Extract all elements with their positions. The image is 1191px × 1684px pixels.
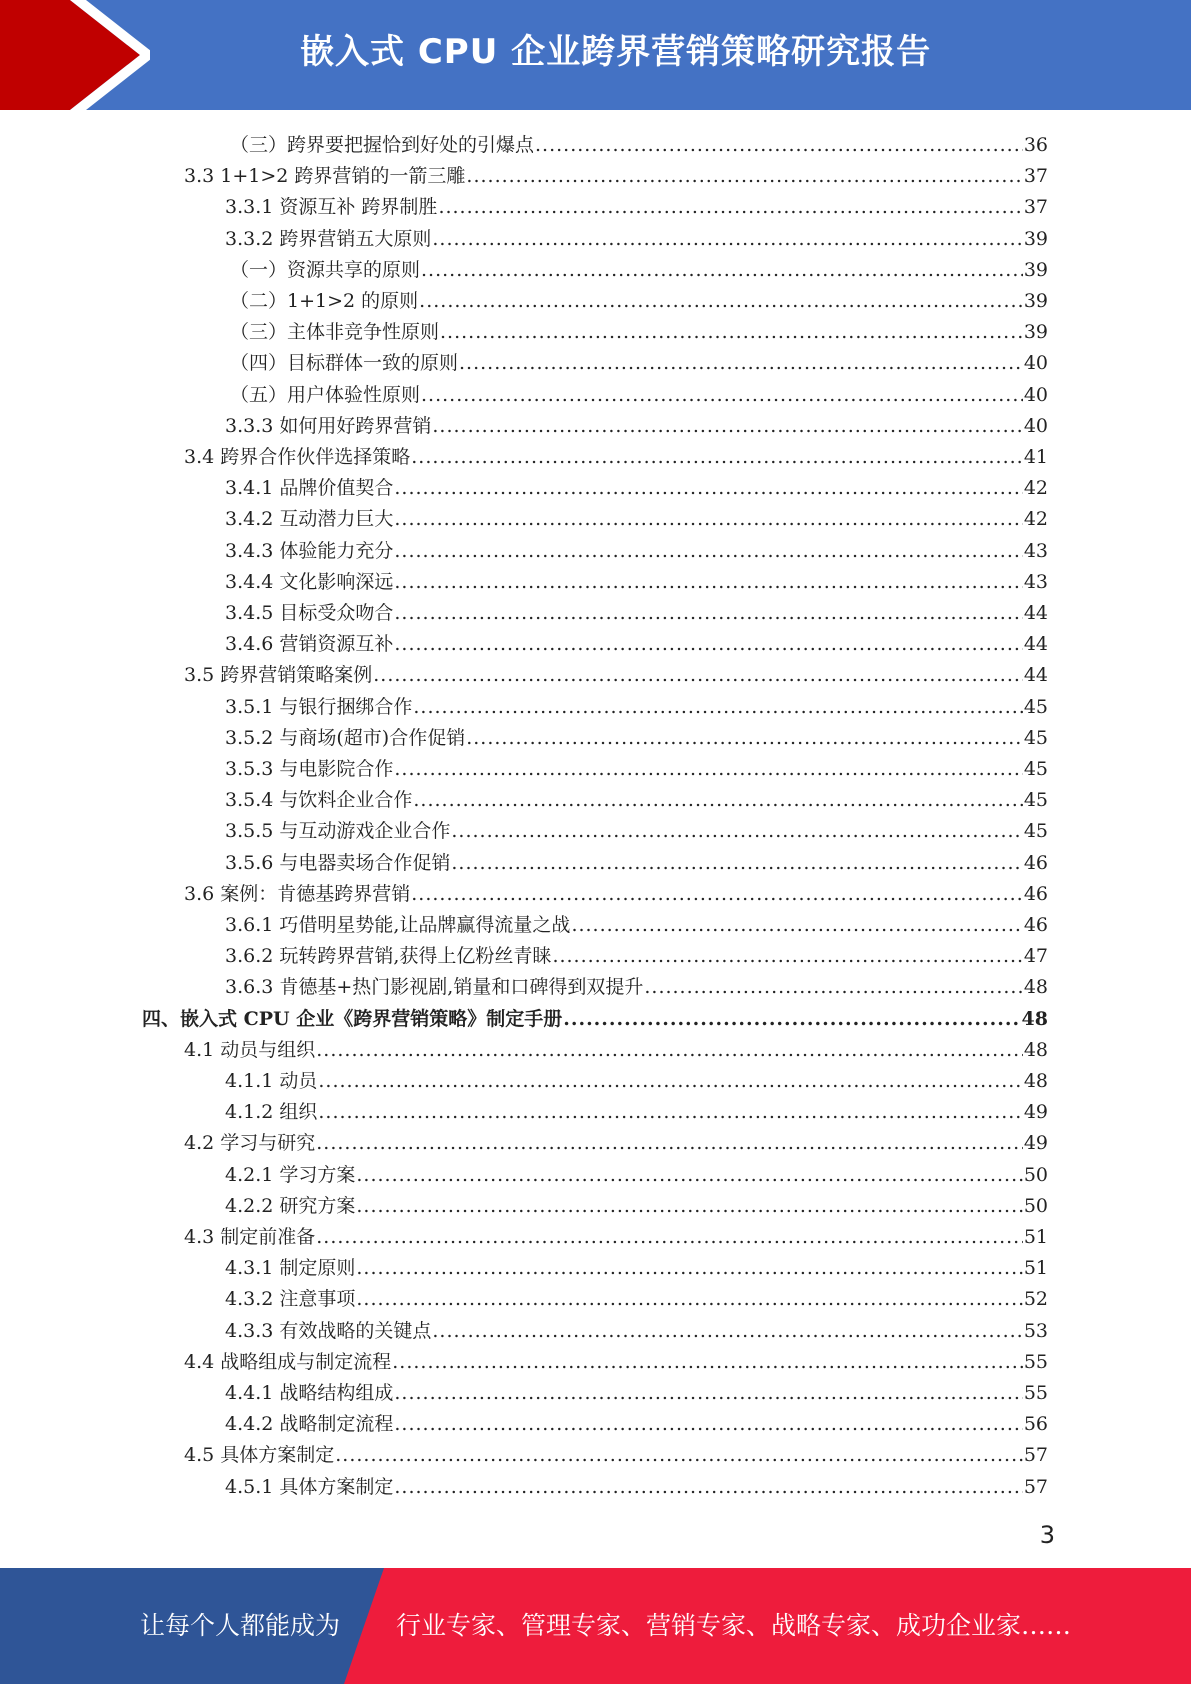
toc-entry[interactable]: [225, 1094, 1048, 1125]
toc-entry-title: 3.3.2 跨界营销五大原则: [225, 228, 432, 250]
toc-entry[interactable]: [142, 1001, 1048, 1032]
toc-entry[interactable]: [225, 1188, 1048, 1219]
toc-entry-page: 40: [1023, 415, 1048, 437]
toc-dot-leader: [394, 506, 1022, 532]
toc-entry[interactable]: [225, 533, 1048, 564]
toc-entry-title: 3.5.1 与银行捆绑合作: [225, 696, 413, 718]
toc-entry-title: 4.3 制定前准备: [184, 1226, 316, 1248]
header-arrow-decoration: [0, 0, 150, 110]
toc-entry[interactable]: [225, 938, 1048, 969]
toc-dot-leader: [413, 694, 1022, 720]
toc-dot-leader: [394, 538, 1022, 564]
toc-entry-title: （三）跨界要把握恰到好处的引爆点: [230, 134, 535, 156]
toc-dot-leader: [316, 1224, 1023, 1250]
toc-entry-page: 51: [1023, 1226, 1048, 1248]
toc-entry[interactable]: [225, 907, 1048, 938]
toc-dot-leader: [421, 257, 1023, 283]
toc-dot-leader: [356, 1193, 1022, 1219]
toc-entry[interactable]: [230, 127, 1048, 158]
toc-dot-leader: [440, 319, 1023, 345]
toc-entry-page: 55: [1023, 1382, 1048, 1404]
page-number: 3: [1039, 1521, 1055, 1549]
toc-entry[interactable]: [230, 252, 1048, 283]
toc-entry[interactable]: [230, 345, 1048, 376]
toc-dot-leader: [335, 1442, 1023, 1468]
toc-entry-title: 4.1.1 动员: [225, 1070, 318, 1092]
toc-entry-title: 3.5 跨界营销策略案例: [184, 664, 373, 686]
toc-entry-page: 53: [1023, 1320, 1048, 1342]
toc-entry-page: 44: [1023, 664, 1048, 686]
toc-entry[interactable]: [225, 969, 1048, 1000]
document-title: 嵌入式 CPU 企业跨界营销策略研究报告: [300, 32, 932, 72]
toc-entry[interactable]: [184, 876, 1048, 907]
toc-entry[interactable]: [225, 1375, 1048, 1406]
toc-entry[interactable]: [225, 1469, 1048, 1500]
toc-entry[interactable]: [225, 564, 1048, 595]
toc-entry-title: 4.4.2 战略制定流程: [225, 1413, 394, 1435]
toc-entry-page: 45: [1023, 789, 1048, 811]
toc-entry-page: 49: [1023, 1132, 1048, 1154]
toc-entry-title: （三）主体非竞争性原则: [230, 321, 440, 343]
toc-entry-page: 42: [1023, 477, 1048, 499]
toc-entry-page: 57: [1023, 1476, 1048, 1498]
toc-entry-title: 3.4.6 营销资源互补: [225, 633, 394, 655]
toc-entry-title: 3.4 跨界合作伙伴选择策略: [184, 446, 411, 468]
toc-entry-title: 3.4.1 品牌价值契合: [225, 477, 394, 499]
toc-entry[interactable]: [230, 283, 1048, 314]
toc-entry[interactable]: [225, 189, 1048, 220]
toc-dot-leader: [421, 382, 1023, 408]
toc-entry-title: 4.3.1 制定原则: [225, 1257, 356, 1279]
toc-entry-page: 57: [1023, 1444, 1048, 1466]
toc-dot-leader: [571, 912, 1022, 938]
toc-dot-leader: [563, 1006, 1020, 1032]
toc-entry[interactable]: [225, 1250, 1048, 1281]
toc-entry-page: 37: [1023, 196, 1048, 218]
toc-entry-page: 55: [1023, 1351, 1048, 1373]
toc-entry-title: 3.6.3 肯德基+热门影视剧,销量和口碑得到双提升: [225, 976, 644, 998]
toc-dot-leader: [318, 1099, 1022, 1125]
toc-dot-leader: [394, 1411, 1022, 1437]
toc-entry-page: 39: [1023, 290, 1048, 312]
toc-entry-title: 3.3 1+1>2 跨界营销的一箭三雕: [184, 165, 466, 187]
toc-entry-page: 47: [1023, 945, 1048, 967]
toc-entry-title: 3.5.3 与电影院合作: [225, 758, 394, 780]
toc-entry-page: 39: [1023, 259, 1048, 281]
toc-entry[interactable]: [184, 1125, 1048, 1156]
toc-dot-leader: [318, 1068, 1022, 1094]
toc-entry-page: 43: [1023, 540, 1048, 562]
toc-entry-title: 3.5.4 与饮料企业合作: [225, 789, 413, 811]
footer-slogan-right: 行业专家、管理专家、营销专家、战略专家、成功企业家……: [396, 1611, 1072, 1640]
toc-entry-page: 44: [1023, 633, 1048, 655]
toc-entry-title: 4.2.1 学习方案: [225, 1164, 356, 1186]
toc-entry-title: 3.3.3 如何用好跨界营销: [225, 415, 432, 437]
toc-dot-leader: [373, 662, 1023, 688]
toc-entry-title: 4.3.2 注意事项: [225, 1288, 356, 1310]
toc-entry-page: 43: [1023, 571, 1048, 593]
toc-dot-leader: [413, 787, 1022, 813]
toc-dot-leader: [432, 226, 1022, 252]
toc-entry-title: 4.1 动员与组织: [184, 1039, 316, 1061]
toc-dot-leader: [356, 1255, 1022, 1281]
toc-entry-page: 42: [1023, 508, 1048, 530]
toc-entry[interactable]: [225, 720, 1048, 751]
toc-dot-leader: [394, 1380, 1022, 1406]
toc-entry[interactable]: [230, 314, 1048, 345]
toc-dot-leader: [466, 163, 1022, 189]
toc-entry[interactable]: [225, 845, 1048, 876]
toc-entry[interactable]: [230, 377, 1048, 408]
toc-entry-page: 45: [1023, 727, 1048, 749]
toc-entry[interactable]: [225, 408, 1048, 439]
toc-dot-leader: [356, 1286, 1022, 1312]
toc-entry-title: 4.4 战略组成与制定流程: [184, 1351, 392, 1373]
toc-dot-leader: [392, 1349, 1023, 1375]
toc-dot-leader: [394, 756, 1022, 782]
toc-entry-title: （五）用户体验性原则: [230, 384, 421, 406]
footer-band: [0, 1568, 1191, 1684]
toc-entry-page: 45: [1023, 758, 1048, 780]
toc-entry-page: 45: [1023, 820, 1048, 842]
toc-dot-leader: [552, 943, 1022, 969]
toc-entry[interactable]: [225, 1281, 1048, 1312]
toc-entry-title: 3.6 案例：肯德基跨界营销: [184, 883, 411, 905]
toc-dot-leader: [451, 850, 1022, 876]
toc-entry-page: 39: [1023, 321, 1048, 343]
toc-entry-title: 4.1.2 组织: [225, 1101, 318, 1123]
toc-entry-page: 52: [1023, 1288, 1048, 1310]
header-band: [0, 0, 1191, 110]
toc-entry[interactable]: [225, 782, 1048, 813]
toc-entry[interactable]: [225, 626, 1048, 657]
toc-entry-title: 3.5.2 与商场(超市)合作促销: [225, 727, 466, 749]
toc-entry-page: 40: [1023, 352, 1048, 374]
toc-entry[interactable]: [225, 689, 1048, 720]
toc-entry-title: 4.3.3 有效战略的关键点: [225, 1320, 432, 1342]
toc-dot-leader: [316, 1037, 1023, 1063]
toc-dot-leader: [394, 475, 1022, 501]
toc-entry-title: 四、嵌入式 CPU 企业《跨界营销策略》制定手册: [142, 1008, 563, 1030]
toc-dot-leader: [411, 881, 1023, 907]
toc-dot-leader: [394, 631, 1022, 657]
toc-dot-leader: [394, 600, 1022, 626]
toc-entry-title: 4.2 学习与研究: [184, 1132, 316, 1154]
footer-slogan-left: 让每个人都能成为: [140, 1611, 341, 1640]
toc-entry-page: 46: [1023, 883, 1048, 905]
toc-entry[interactable]: [225, 1157, 1048, 1188]
toc-dot-leader: [394, 569, 1022, 595]
toc-entry-page: 50: [1023, 1195, 1048, 1217]
toc-entry-page: 48: [1021, 1008, 1048, 1030]
toc-entry[interactable]: [225, 470, 1048, 501]
toc-entry-title: 3.5.6 与电器卖场合作促销: [225, 852, 451, 874]
toc-entry[interactable]: [225, 1063, 1048, 1094]
toc-dot-leader: [466, 725, 1023, 751]
toc-dot-leader: [438, 194, 1022, 220]
toc-dot-leader: [459, 350, 1023, 376]
toc-dot-leader: [394, 1474, 1022, 1500]
toc-dot-leader: [419, 288, 1023, 314]
toc-entry-title: 3.6.1 巧借明星势能,让品牌赢得流量之战: [225, 914, 571, 936]
toc-dot-leader: [535, 132, 1023, 158]
toc-entry-title: 3.5.5 与互动游戏企业合作: [225, 820, 451, 842]
toc-entry-title: 3.4.4 文化影响深远: [225, 571, 394, 593]
toc-entry-page: 39: [1023, 228, 1048, 250]
toc-entry-title: 3.4.2 互动潜力巨大: [225, 508, 394, 530]
toc-entry-page: 48: [1023, 1039, 1048, 1061]
toc-entry[interactable]: [225, 1313, 1048, 1344]
toc-entry-page: 48: [1023, 1070, 1048, 1092]
toc-entry[interactable]: [184, 158, 1048, 189]
toc-dot-leader: [316, 1130, 1023, 1156]
toc-entry-page: 48: [1023, 976, 1048, 998]
toc-entry-title: 4.2.2 研究方案: [225, 1195, 356, 1217]
toc-entry[interactable]: [225, 595, 1048, 626]
toc-entry-title: 3.4.3 体验能力充分: [225, 540, 394, 562]
toc-entry-page: 45: [1023, 696, 1048, 718]
toc-entry-title: 3.6.2 玩转跨界营销,获得上亿粉丝青睐: [225, 945, 552, 967]
toc-entry[interactable]: [225, 751, 1048, 782]
toc-entry[interactable]: [225, 221, 1048, 252]
toc-entry-page: 36: [1023, 134, 1048, 156]
toc-entry-title: （二）1+1>2 的原则: [230, 290, 419, 312]
toc-dot-leader: [411, 444, 1023, 470]
toc-entry[interactable]: [225, 1406, 1048, 1437]
toc-dot-leader: [644, 974, 1022, 1000]
toc-dot-leader: [451, 818, 1022, 844]
toc-entry-page: 41: [1023, 446, 1048, 468]
toc-entry[interactable]: [184, 657, 1048, 688]
toc-entry-page: 44: [1023, 602, 1048, 624]
toc-entry[interactable]: [225, 501, 1048, 532]
toc-entry-page: 51: [1023, 1257, 1048, 1279]
toc-entry-title: 4.5.1 具体方案制定: [225, 1476, 394, 1498]
toc-entry-page: 56: [1023, 1413, 1048, 1435]
toc-entry-title: （四）目标群体一致的原则: [230, 352, 459, 374]
toc-dot-leader: [432, 413, 1022, 439]
toc-entry-page: 49: [1023, 1101, 1048, 1123]
toc-entry-title: 4.5 具体方案制定: [184, 1444, 335, 1466]
toc-entry-title: 3.4.5 目标受众吻合: [225, 602, 394, 624]
toc-entry[interactable]: [184, 439, 1048, 470]
toc-entry-title: 3.3.1 资源互补 跨界制胜: [225, 196, 438, 218]
toc-entry-page: 46: [1023, 914, 1048, 936]
toc-entry[interactable]: [184, 1219, 1048, 1250]
toc-entry[interactable]: [225, 813, 1048, 844]
toc-dot-leader: [432, 1318, 1022, 1344]
toc-entry-page: 46: [1023, 852, 1048, 874]
toc-entry-page: 40: [1023, 384, 1048, 406]
toc-entry-page: 50: [1023, 1164, 1048, 1186]
toc-entry-title: 4.4.1 战略结构组成: [225, 1382, 394, 1404]
toc-entry[interactable]: [184, 1344, 1048, 1375]
toc-entry-title: （一）资源共享的原则: [230, 259, 421, 281]
toc-entry-page: 37: [1023, 165, 1048, 187]
toc-entry[interactable]: [184, 1437, 1048, 1468]
toc-entry[interactable]: [184, 1032, 1048, 1063]
toc-dot-leader: [356, 1162, 1022, 1188]
